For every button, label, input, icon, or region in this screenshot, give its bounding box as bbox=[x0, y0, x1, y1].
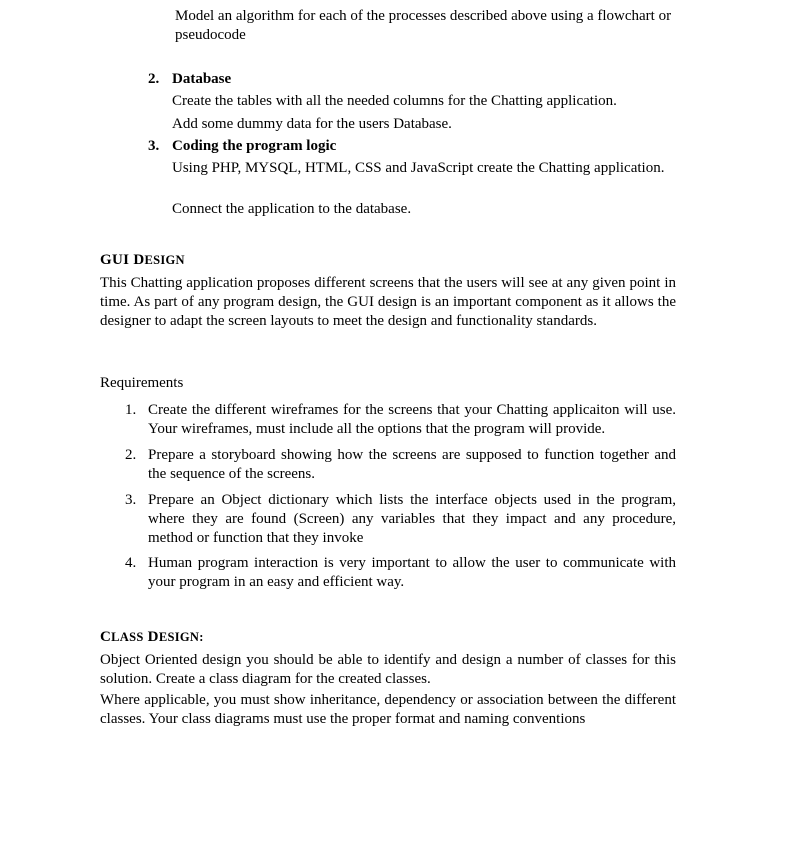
req-item-4: Human program interaction is very important to allow the user to communicate with your program in an easy and efficient way. bbox=[148, 555, 676, 590]
class-design-paragraph-1: Object Oriented design you should be able to identify and design a number of classes for this solution. Create a class diagram for the created classes. bbox=[100, 652, 676, 687]
gui-heading-word: GUI bbox=[100, 252, 130, 268]
database-line-1: Create the tables with all the needed columns for the Chatting application. bbox=[172, 93, 617, 109]
req-number-2: 2. bbox=[125, 447, 137, 463]
coding-title: Coding the program logic bbox=[172, 138, 337, 154]
design-heading-rest-2: ESIGN: bbox=[158, 630, 204, 644]
req-item-2: Prepare a storyboard showing how the screens are supposed to function together and the sequence of the screens. bbox=[148, 447, 676, 482]
class-design-heading bbox=[100, 628, 204, 647]
design-heading-initial: D bbox=[133, 252, 145, 268]
list-number-2: 2. bbox=[148, 71, 160, 87]
req-item-3: Prepare an Object dictionary which lists the interface objects used in the program, where they are found (Screen) any variables that they impact and any procedure, method or function that they invoke bbox=[148, 492, 676, 546]
design-heading-rest: ESIGN bbox=[144, 253, 185, 267]
req-number-1: 1. bbox=[125, 402, 137, 418]
list-number-3: 3. bbox=[148, 138, 160, 154]
database-line-2: Add some dummy data for the users Database. bbox=[172, 116, 452, 132]
coding-line-2: Connect the application to the database. bbox=[172, 201, 412, 217]
class-design-paragraph-2: Where applicable, you must show inheritance, dependency or association between the different classes. Your class diagrams must use the proper format and naming conventions bbox=[100, 692, 676, 727]
database-title: Database bbox=[172, 71, 232, 87]
req-number-4: 4. bbox=[125, 555, 137, 571]
gui-design-heading bbox=[100, 251, 185, 270]
class-heading-initial: C bbox=[100, 629, 112, 645]
top-paragraph: Model an algorithm for each of the processes described above using a flowchart or pseudocode bbox=[175, 8, 672, 43]
class-heading-rest: LASS bbox=[111, 630, 144, 644]
req-number-3: 3. bbox=[125, 492, 137, 508]
coding-line-1: Using PHP, MYSQL, HTML, CSS and JavaScript create the Chatting application. bbox=[172, 160, 665, 176]
req-item-1: Create the different wireframes for the screens that your Chatting applicaiton will use. Your wireframes, must include all the options that the program will provide. bbox=[148, 402, 676, 437]
design-heading-initial-2: D bbox=[147, 629, 159, 645]
gui-paragraph: This Chatting application proposes different screens that the users will see at any given point in time. As part of any program design, the GUI design is an important component as it allows the designer to adapt the screen layouts to meet the design and functionality standards. bbox=[100, 275, 676, 329]
requirements-label: Requirements bbox=[100, 375, 184, 391]
